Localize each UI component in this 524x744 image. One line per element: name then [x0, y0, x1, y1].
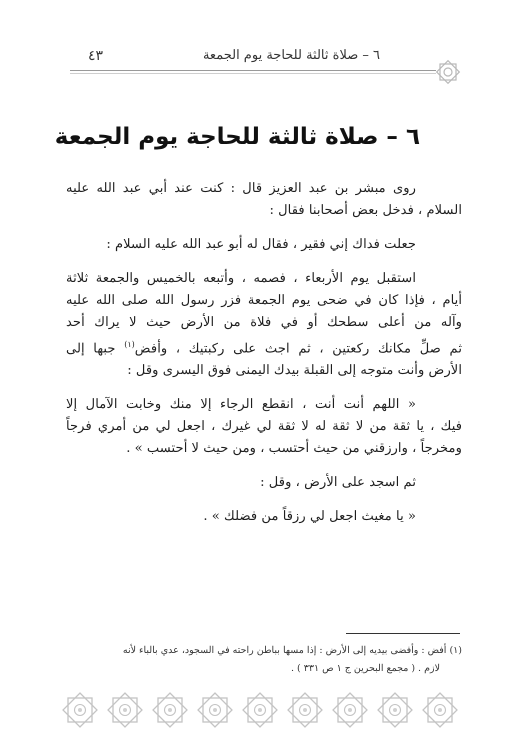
text-line: وآله من أعلى سطحك أو في فلاة من الأرض حيث لا يراك أحد — [66, 315, 462, 330]
text-line: السلام ، فدخل بعض أصحابنا فقال : — [269, 203, 462, 218]
text-line: ثم اسجد على الأرض ، وقل : — [260, 475, 416, 491]
text-fragment: جبها إلى — [66, 341, 116, 357]
text-line: ومخرجاً ، وارزقني من حيث أحتسب ، ومن حيث لا أحتسب » . — [126, 441, 462, 457]
paragraph-1 — [66, 178, 462, 222]
paragraph-5 — [66, 472, 462, 494]
text-line — [66, 334, 462, 360]
page-number: ٤٣ — [88, 48, 104, 64]
footnote-line: (١) أفض : وأفضى بيديه إلى الأرض : إذا مسها بباطن راحته في السجود، عدي بالباء لأنه — [122, 645, 462, 656]
header-rule-secondary — [70, 73, 436, 74]
header-ornament-icon — [434, 58, 462, 86]
footnote-rule — [346, 633, 460, 634]
paragraph-6 — [66, 506, 462, 528]
text-line: استقبل يوم الأربعاء ، فصمه ، وأتبعه بالخميس والجمعة ثلاثة — [66, 271, 416, 286]
footnote-line: لازم . ( مجمع البحرين ج ١ ص ٣٣١ ) . — [290, 663, 440, 674]
footnote — [80, 642, 462, 678]
text-line: أيام ، فإذا كان في ضحى يوم الجمعة فزر رسول الله صلى الله عليه — [66, 293, 462, 308]
text-line: جعلت فداك إني فقير ، فقال له أبو عبد الله عليه السلام : — [106, 237, 416, 252]
text-line: « يا مغيث اجعل لي رزقاً من فضلك » . — [203, 509, 416, 525]
running-title: ٦ – صلاة ثالثة للحاجة يوم الجمعة — [202, 48, 380, 63]
text-line: الأرض وأنت متوجه إلى القبلة بيدك اليمنى فوق اليسرى وقل : — [127, 363, 462, 379]
text-fragment: ثم صلِّ مكانك ركعتين ، ثم اجث على ركبتيك ، وأفض — [134, 341, 462, 357]
chapter-title: ٦ – صلاة ثالثة للحاجة يوم الجمعة — [54, 124, 420, 150]
paragraph-3 — [66, 268, 462, 382]
text-line: فيك ، يا ثقة من لا ثقة له لا ثقة لي غيرك ، اجعل لي من أمري فرجاً — [66, 419, 462, 435]
footnote-marker[interactable]: (١) — [124, 340, 135, 349]
text-line: « اللهم أنت أنت ، انقطع الرجاء إلا منك وخابت الآمال إلا — [66, 397, 416, 413]
page-header — [70, 42, 450, 82]
text-line: روى مبشر بن عبد العزيز قال : كنت عند أبي عبد الله عليه — [66, 181, 416, 196]
paragraph-4 — [66, 394, 462, 460]
ornament-row — [63, 693, 457, 727]
header-rule — [70, 70, 436, 71]
paragraph-2 — [66, 234, 462, 256]
decorative-ornament-band — [58, 684, 466, 736]
body-text — [66, 178, 462, 528]
